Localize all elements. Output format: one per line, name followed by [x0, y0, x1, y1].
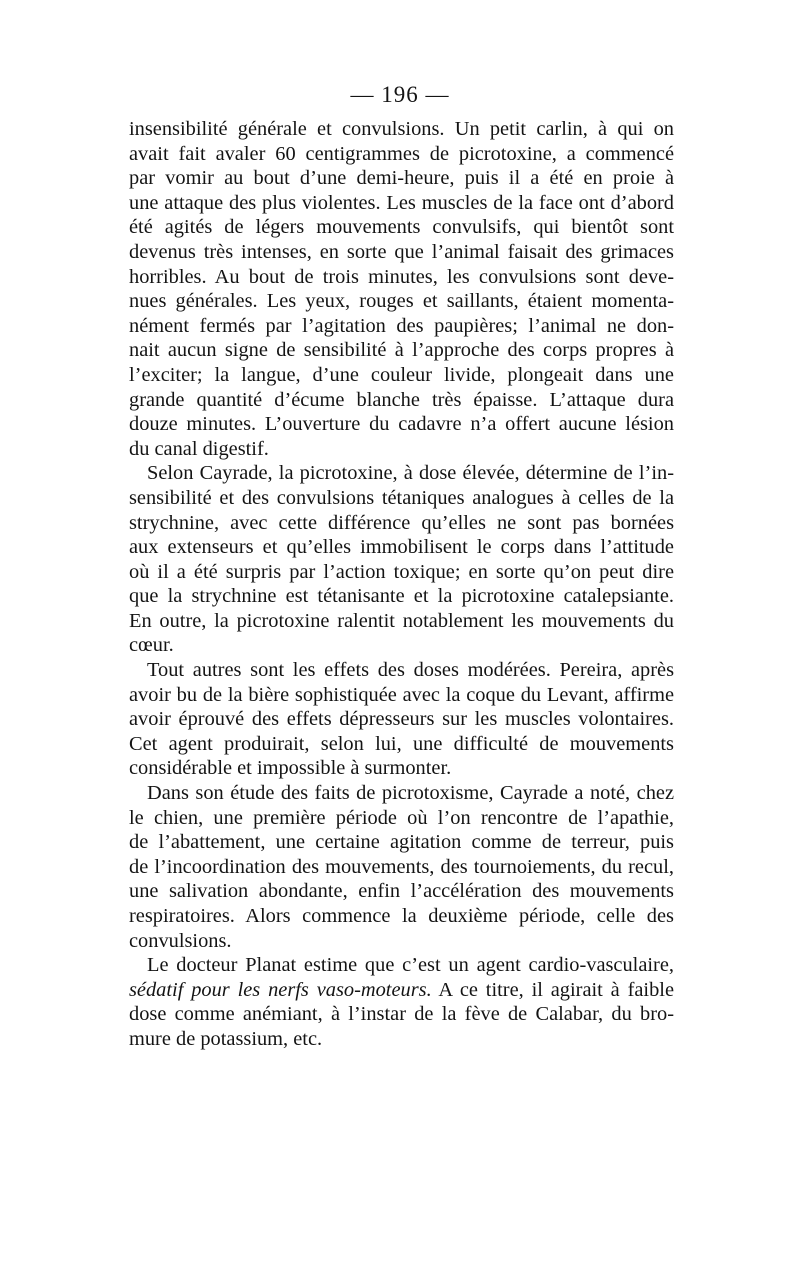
text-line: douze minutes. L’ouverture du cadavre n’a offert aucune lésion — [129, 413, 674, 436]
text-line: avait fait avaler 60 centigrammes de picrotoxine, a commencé — [129, 142, 674, 165]
text-line: dose comme anémiant, à l’instar de la fève de Calabar, du bro- — [129, 1003, 674, 1026]
paragraph-end-line: mure de potassium, etc. — [129, 1027, 323, 1050]
text-line: aux extenseurs et qu’elles immobilisent le corps dans l’attitude — [129, 536, 674, 559]
page-number: — 196 — — [350, 82, 450, 107]
paragraph-end-line: cœur. — [129, 634, 174, 657]
text-line: avoir éprouvé des effets dépresseurs sur les muscles volontaires. — [129, 708, 674, 731]
text-line: une attaque des plus violentes. Les muscles de la face ont d’abord — [129, 191, 674, 214]
text-line: l’exciter; la langue, d’une couleur livide, plongeait dans une — [129, 363, 674, 386]
text-line-with-italic — [129, 978, 674, 1003]
text-line: par vomir au bout d’une demi-heure, puis il a été en proie à — [129, 167, 674, 190]
text-line: été agités de légers mouvements convulsifs, qui bientôt sont — [129, 216, 674, 239]
paragraph-end-line: convulsions. — [129, 929, 232, 952]
text-line: nues générales. Les yeux, rouges et saillants, étaient momenta- — [129, 290, 674, 313]
italic-phrase: sédatif pour les nerfs vaso-moteurs. — [129, 978, 432, 1001]
text-line: où il a été surpris par l’action toxique; en sorte qu’on peut dire — [129, 560, 674, 583]
text-line: le chien, une première période où l’on rencontre de l’apathie, — [129, 806, 674, 829]
text-line: insensibilité générale et convulsions. Un petit carlin, à qui on — [129, 118, 674, 140]
paragraph-start-line: Tout autres sont les effets des doses modérées. Pereira, après — [147, 659, 674, 682]
text-line: de l’incoordination des mouvements, des tournoiements, du recul, — [129, 855, 674, 878]
text-line: que la strychnine est tétanisante et la picrotoxine catalepsiante. — [129, 585, 674, 608]
text-line: grande quantité d’écume blanche très épaisse. L’attaque dura — [129, 388, 674, 411]
text-line: horribles. Au bout de trois minutes, les convulsions sont deve- — [129, 265, 674, 288]
text-line: de l’abattement, une certaine agitation comme de terreur, puis — [129, 831, 674, 854]
paragraph-start-line: Le docteur Planat estime que c’est un agent cardio-vasculaire, — [147, 954, 674, 977]
text-line: sensibilité et des convulsions tétaniques analogues à celles de la — [129, 486, 674, 509]
paragraph-end-line: considérable et impossible à surmonter. — [129, 757, 452, 780]
body-text — [129, 117, 674, 1052]
text-line: une salivation abondante, enfin l’accélération des mouvements — [129, 880, 674, 903]
text-line: avoir bu de la bière sophistiquée avec la coque du Levant, affirme — [129, 683, 674, 706]
paragraph-end-line: du canal digestif. — [129, 437, 269, 460]
text-line: strychnine, avec cette différence qu’elles ne sont pas bornées — [129, 511, 674, 534]
paragraph-start-line: Selon Cayrade, la picrotoxine, à dose élevée, détermine de l’in- — [147, 462, 674, 485]
text-line: En outre, la picrotoxine ralentit notablement les mouvements du — [129, 609, 674, 632]
line-rest: A ce titre, il agirait à faible — [431, 978, 674, 1001]
text-line: devenus très intenses, en sorte que l’animal faisait des grimaces — [129, 240, 674, 263]
text-line: Cet agent produirait, selon lui, une difficulté de mouvements — [129, 732, 674, 755]
text-line: nément fermés par l’agitation des paupières; l’animal ne don- — [129, 314, 674, 337]
paragraph-start-line: Dans son étude des faits de picrotoxisme, Cayrade a noté, chez — [147, 782, 674, 805]
text-line: nait aucun signe de sensibilité à l’approche des corps propres à — [129, 339, 674, 362]
text-line: respiratoires. Alors commence la deuxième période, celle des — [129, 905, 674, 927]
